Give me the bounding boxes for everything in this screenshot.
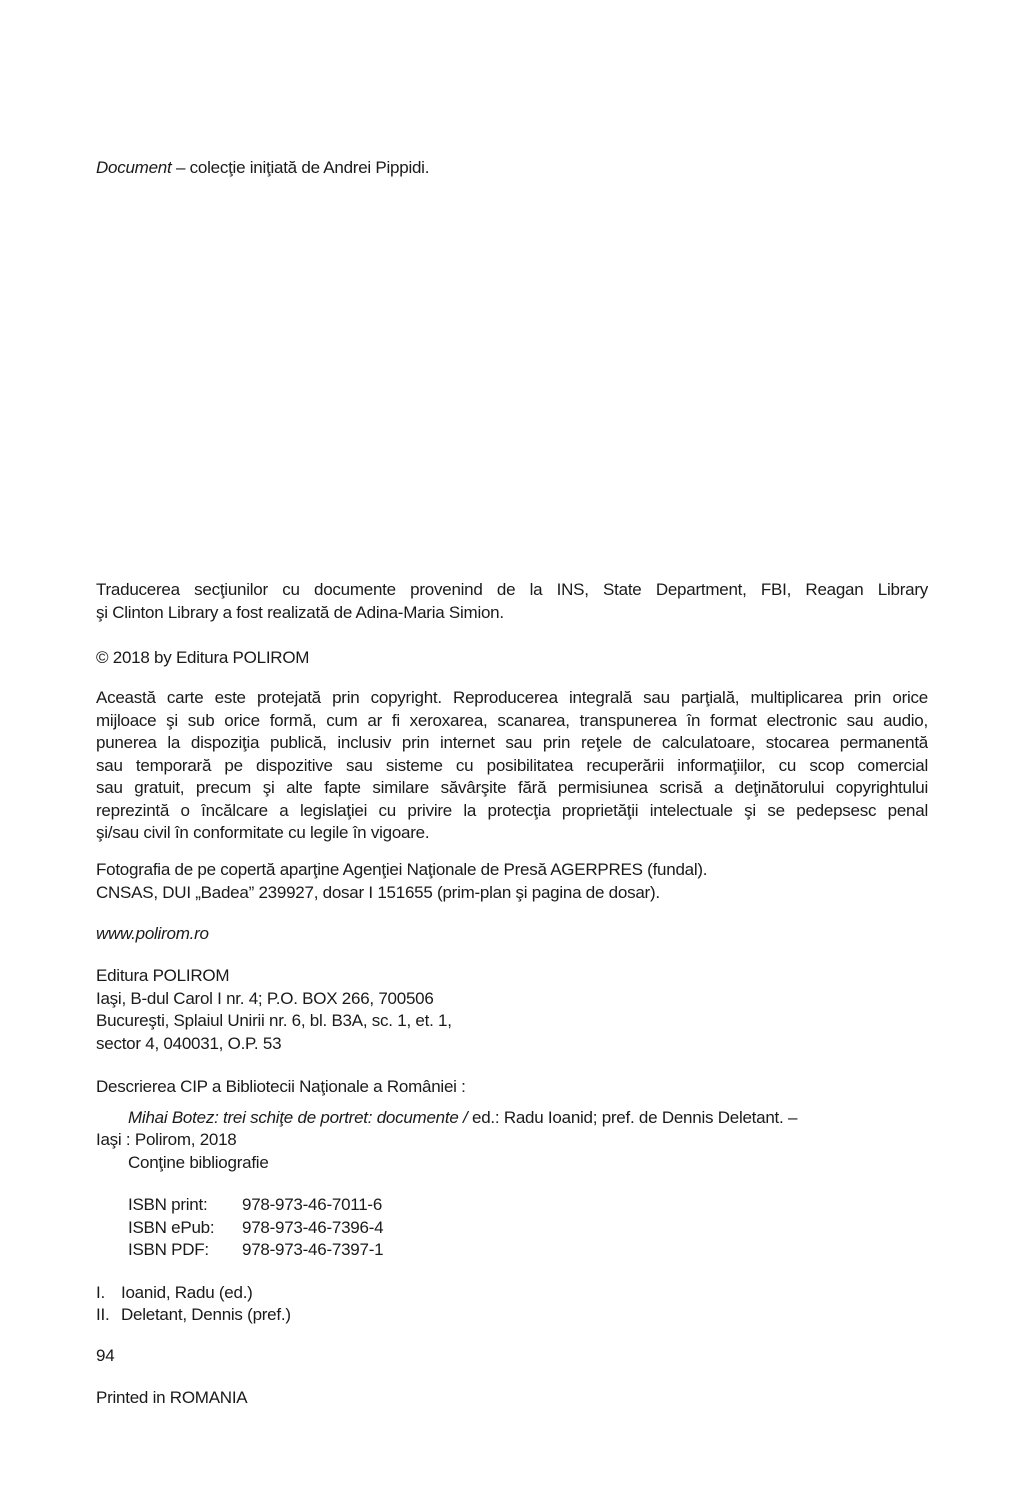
collection-name: Document <box>96 158 172 177</box>
photo-credits: Fotografia de pe copertă aparţine Agenţiei Naţionale de Presă AGERPRES (fundal). CNSAS, DUI „Badea” 239927, dosar I 151655 (prim-plan şi pagina de dosar). <box>96 860 708 902</box>
publisher-address: Editura POLIROM Iaşi, B-dul Carol I nr. 4; P.O. BOX 266, 700506 Bucureşti, Splaiul Unirii nr. 6, bl. B3A, sc. 1, et. 1, sector 4, 040031, O.P. 53 <box>96 966 452 1053</box>
translation-credit: Traducerea secţiunilor cu documente provenind de la INS, State Department, FBI, Reagan Library şi Clinton Library a fost realizată de Adina-Maria Simion. <box>96 580 928 622</box>
website-link[interactable]: www.polirom.ro <box>96 924 209 943</box>
copyright-line: © 2018 by Editura POLIROM <box>96 648 310 667</box>
cip-title: Mihai Botez: trei schiţe de portret: documente / ed.: Radu Ioanid; pref. de Dennis Deletant. – <box>128 1107 798 1127</box>
isbn-pdf: ISBN PDF: 978-973-46-7397-1 <box>128 1240 384 1259</box>
rights-paragraph: Această carte este protejată prin copyright. Reproducerea integrală sau parţială, multiplicarea prin orice mijloace şi sub orice formă, cum ar fi xeroxarea, scanarea, transpunerea în format electronic sau audio, punerea la dispoziţia publică, inclusiv prin internet sau prin reţele de calculatoare, stocarea permanentă sau temporară pe dispozitive sau sisteme cu posibilitatea recuperării informaţiilor, cu scop comercial sau gratuit, precum şi alte fapte similare săvârşite fără permisiunea scrisă a deţinătorului copyrightului reprezintă o încălcare a legislaţiei cu privire la protecţia proprietăţii intelectuale şi se pedepsesc penal şi/sau civil în conformitate cu legile în vigoare. <box>96 688 928 842</box>
classification-number: 94 <box>96 1345 115 1365</box>
cip-entries: I. Ioanid, Radu (ed.) II. Deletant, Dennis (pref.) <box>96 1282 291 1324</box>
isbn-epub: ISBN ePub: 978-973-46-7396-4 <box>128 1217 384 1237</box>
collection-note: Document – colecţie iniţiată de Andrei Pippidi. <box>96 158 430 177</box>
cip-heading: Descrierea CIP a Bibliotecii Naţionale a României : <box>96 1077 466 1096</box>
printed-in: Printed in ROMANIA <box>96 1388 248 1407</box>
cip-description: Descrierea CIP a Bibliotecii Naţionale a României : Mihai Botez: trei schiţe de portret: documente / ed.: Radu Ioanid; pref. de Dennis Deletant. – Iaşi : Polirom, 2018 Conţine bibliografie ISBN print: 978-973-46-7011-6 ISBN ePub: 978-973-46-7396-4 ISBN PDF: 978-973-46-7397-1 I. Ioanid, Radu (ed.) II. Deletant, Dennis (pref.) 94 Printed in ROMANIA <box>96 1076 928 1410</box>
isbn-print: ISBN print: 978-973-46-7011-6 <box>128 1195 383 1214</box>
isbn-list <box>96 1194 928 1262</box>
